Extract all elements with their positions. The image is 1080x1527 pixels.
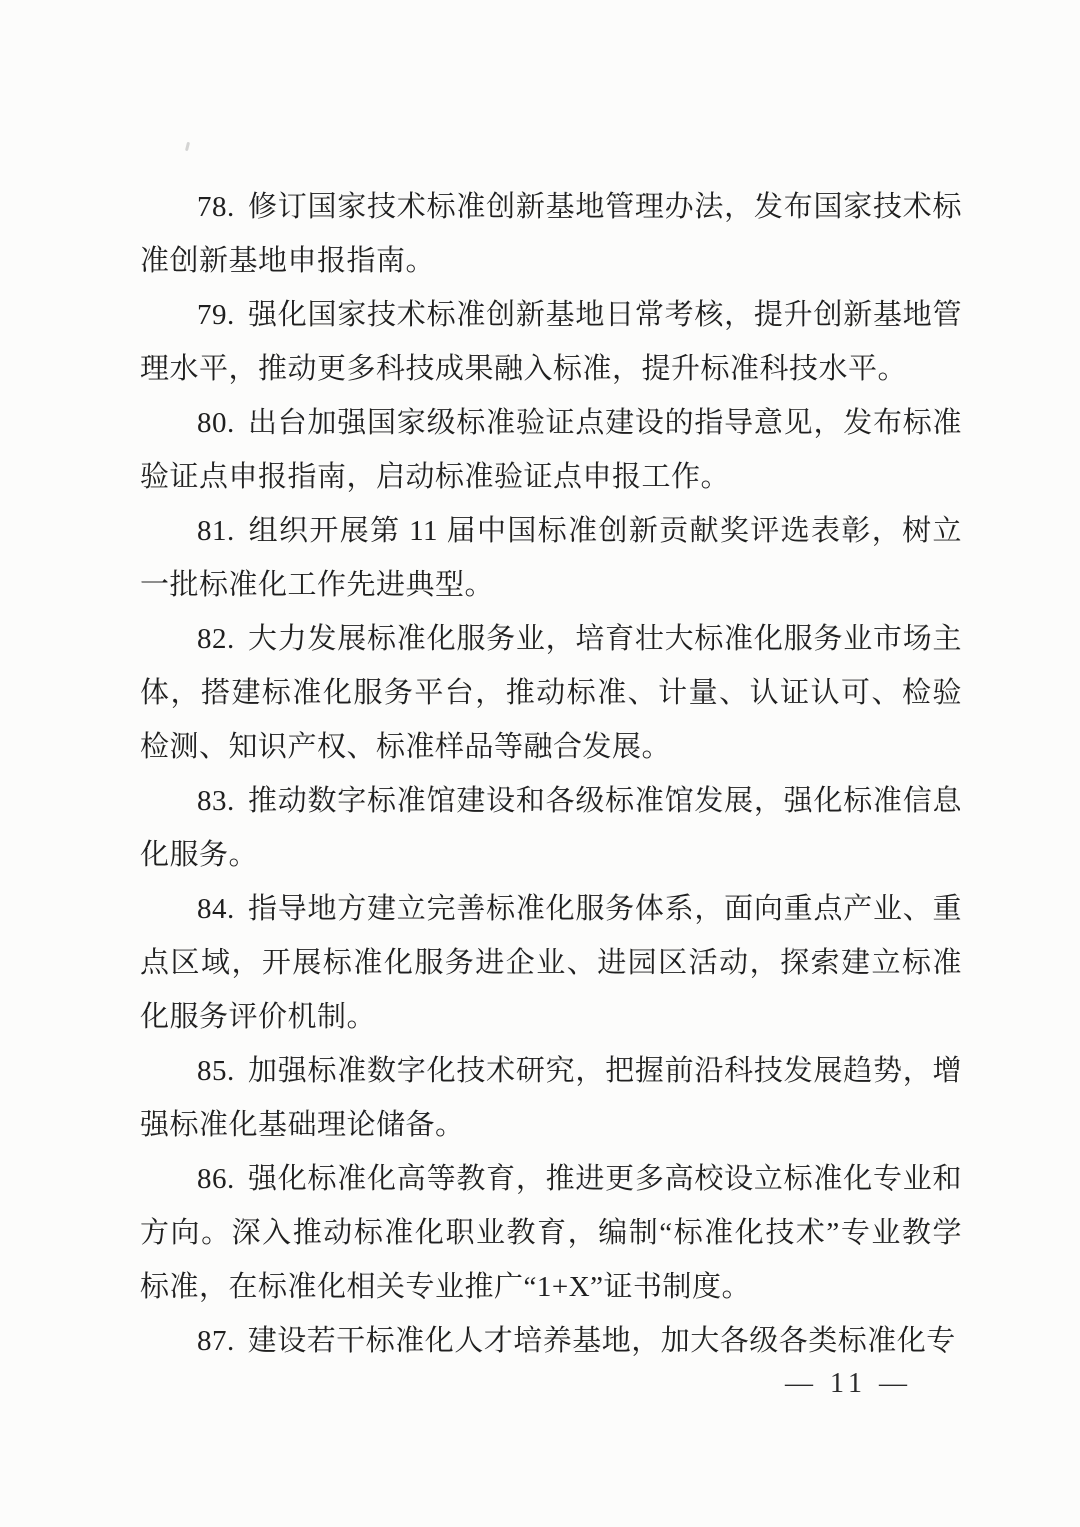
item-number: 85. <box>197 1055 235 1087</box>
item-text: 出台加强国家级标准验证点建设的指导意见，发布标准验证点申报指南，启动标准验证点申报工作。 <box>140 407 962 493</box>
item-text: 指导地方建立完善标准化服务体系，面向重点产业、重点区域，开展标准化服务进企业、进园区活动，探索建立标准化服务评价机制。 <box>140 893 962 1033</box>
document-item-82 <box>140 612 962 774</box>
item-text: 强化标准化高等教育，推进更多高校设立标准化专业和方向。深入推动标准化职业教育，编制“标准化技术”专业教学标准，在标准化相关专业推广“1+X”证书制度。 <box>140 1163 962 1303</box>
item-text: 推动数字标准馆建设和各级标准馆发展，强化标准信息化服务。 <box>140 785 962 871</box>
page-number: — 11 — <box>785 1368 912 1399</box>
item-text: 强化国家技术标准创新基地日常考核，提升创新基地管理水平，推动更多科技成果融入标准，提升标准科技水平。 <box>140 299 962 385</box>
item-number: 83. <box>197 785 235 817</box>
item-number: 82. <box>197 623 235 655</box>
item-text: 组织开展第 11 届中国标准创新贡献奖评选表彰，树立一批标准化工作先进典型。 <box>140 515 962 601</box>
scan-speck-artifact <box>185 142 190 151</box>
document-body <box>140 180 962 1368</box>
item-text: 大力发展标准化服务业，培育壮大标准化服务业市场主体，搭建标准化服务平台，推动标准、计量、认证认可、检验检测、知识产权、标准样品等融合发展。 <box>140 623 962 763</box>
item-number: 86. <box>197 1163 235 1195</box>
item-number: 79. <box>197 299 235 331</box>
document-item-80 <box>140 396 962 504</box>
item-number: 84. <box>197 893 235 925</box>
document-item-85 <box>140 1044 962 1152</box>
item-number: 87. <box>197 1325 235 1357</box>
item-text: 建设若干标准化人才培养基地，加大各级各类标准化专 <box>247 1325 956 1357</box>
item-text: 修订国家技术标准创新基地管理办法，发布国家技术标准创新基地申报指南。 <box>140 191 962 277</box>
document-item-86 <box>140 1152 962 1314</box>
document-item-83 <box>140 774 962 882</box>
document-item-78 <box>140 180 962 288</box>
document-item-79 <box>140 288 962 396</box>
document-item-84 <box>140 882 962 1044</box>
document-item-81 <box>140 504 962 612</box>
item-number: 80. <box>197 407 235 439</box>
document-item-87 <box>140 1314 962 1368</box>
item-text: 加强标准数字化技术研究，把握前沿科技发展趋势，增强标准化基础理论储备。 <box>140 1055 962 1141</box>
item-number: 81. <box>197 515 235 547</box>
item-number: 78. <box>197 191 235 223</box>
